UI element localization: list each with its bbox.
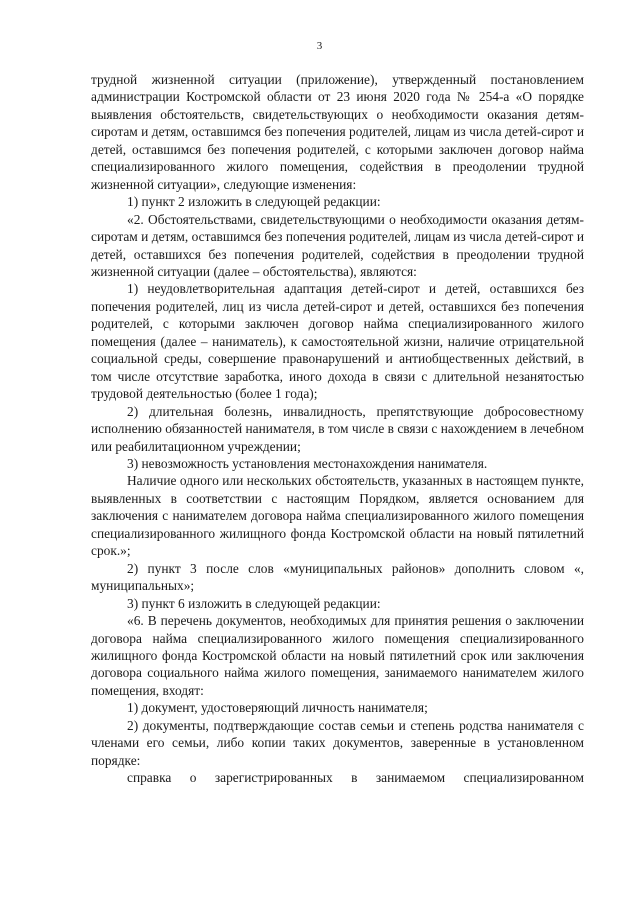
paragraph: 2) документы, подтверждающие состав семьи и степень родства нанимателя с членами его семьи, либо копии таких документов, заверенные в установленном порядке: xyxy=(91,717,584,768)
paragraph: Наличие одного или нескольких обстоятельств, указанных в настоящем пункте, выявленных в соответствии с настоящим Порядком, является основанием для заключения с нанимателем договора найма специализированного жилого помещения специализированного жилищного фонда Костромской области на новый пятилетний срок.»; xyxy=(91,473,584,559)
paragraph: 1) неудовлетворительная адаптация детей-сирот и детей, оставшихся без попечения родителей, лиц из числа детей-сирот и детей, оставшихся без попечения родителей, с которыми заключен договор найма специализированного жилого помещения (далее – наниматель), к самостоятельной жизни, наличие отрицательной социальной среды, совершение правонарушений и антиобщественных действий, в том числе отсутствие заработка, иного дохода в связи с длительной незанятостью трудовой деятельностью (более 1 года); xyxy=(91,281,584,402)
paragraph: «6. В перечень документов, необходимых для принятия решения о заключении договора найма специализированного жилого помещения специализированного жилищного фонда Костромской области на новый пятилетний срок или заключения договора социального найма жилого помещения, занимаемого нанимателем жилого помещения, входят: xyxy=(91,613,584,698)
paragraph: 2) длительная болезнь, инвалидность, препятствующие добросовестному исполнению обязанностей нанимателя, в том числе в связи с нахождением в лечебном или реабилитационном учреждении; xyxy=(91,403,584,454)
paragraph: 3) пункт 6 изложить в следующей редакции: xyxy=(127,595,381,611)
paragraph: 2) пункт 3 после слов «муниципальных районов» дополнить словом «, муниципальных»; xyxy=(91,560,584,594)
paragraph: трудной жизненной ситуации (приложение), утвержденный постановлением администрации Костромской области от 23 июня 2020 года № 254-а «О порядке выявления обстоятельств, свидетельствующих о необходимости оказания детям-сиротам и детям, оставшимся без попечения родителей, лицам из числа детей-сирот и детей, оставшимся без попечения родителей, с которыми заключен договор найма специализированного жилого помещения, содействия в преодолении трудной жизненной ситуации», следующие изменения: xyxy=(91,72,584,192)
paragraph: 1) документ, удостоверяющий личность нанимателя; xyxy=(127,700,428,716)
document-body xyxy=(91,71,584,787)
paragraph: 1) пункт 2 изложить в следующей редакции: xyxy=(127,194,381,210)
page-number: 3 xyxy=(316,40,323,52)
paragraph: «2. Обстоятельствами, свидетельствующими о необходимости оказания детям-сиротам и детям, оставшимся без попечения родителей, лицам из числа детей-сирот и детей, оставшихся без попечения родителей, содействия в преодолении трудной жизненной ситуации (далее – обстоятельства), являются: xyxy=(91,211,584,279)
paragraph-continued: справка о зарегистрированных в занимаемом специализированном xyxy=(127,770,584,786)
paragraph: 3) невозможность установления местонахождения нанимателя. xyxy=(127,455,488,471)
